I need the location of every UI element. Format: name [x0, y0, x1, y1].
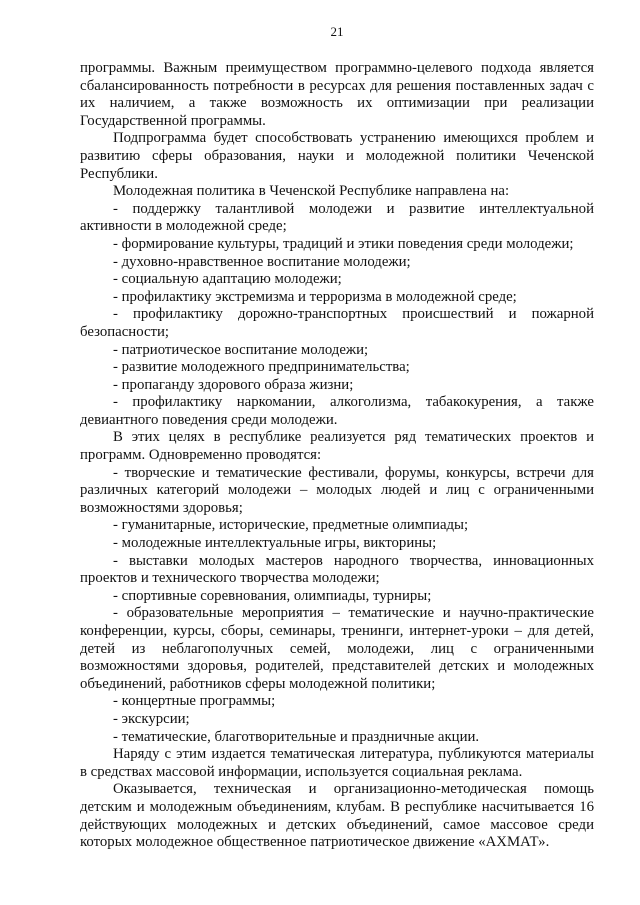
paragraph: - профилактику экстремизма и терроризма в молодежной среде; [113, 288, 517, 305]
page-number: 21 [330, 24, 344, 39]
paragraph: - духовно-нравственное воспитание молодежи; [113, 253, 411, 270]
paragraph: - выставки молодых мастеров народного творчества, инновационных проектов и технического творчества молодежи; [80, 552, 594, 587]
paragraph: - поддержку талантливой молодежи и развитие интеллектуальной активности в молодежной среде; [80, 200, 594, 235]
paragraph: - творческие и тематические фестивали, форумы, конкурсы, встречи для различных категорий молодежи – молодых людей и лиц с ограниченными возможностями здоровья; [80, 464, 594, 516]
paragraph: - патриотическое воспитание молодежи; [113, 341, 369, 358]
paragraph: Молодежная политика в Чеченской Республике направлена на: [113, 183, 510, 200]
paragraph: - молодежные интеллектуальные игры, викторины; [113, 535, 437, 552]
paragraph: - экскурсии; [113, 710, 190, 727]
paragraph: - профилактику дорожно-транспортных происшествий и пожарной безопасности; [80, 306, 594, 340]
paragraph: В этих целях в республике реализуется ряд тематических проектов и программ. Одновременно проводятся: [80, 429, 594, 464]
paragraph: - социальную адаптацию молодежи; [113, 271, 342, 288]
paragraph: программы. Важным преимуществом программно-целевого подхода является сбалансированность потребности в ресурсах для решения поставленных задач с их наличием, а также возможность их оптимизации при реализации Государственной программы. [80, 60, 594, 129]
paragraph: - спортивные соревнования, олимпиады, турниры; [113, 587, 432, 604]
paragraph: - развитие молодежного предпринимательства; [113, 359, 410, 376]
paragraph: Оказывается, техническая и организационно-методическая помощь детским и молодежным объединениям, клубам. В республике насчитывается 16 действующих молодежных и детских объединений, самое массовое среди которых молодежное общественное патриотическое движение «АХМАТ». [80, 781, 594, 851]
document-body [80, 60, 594, 852]
paragraph: - профилактику наркомании, алкоголизма, табакокурения, а также девиантного поведения среди молодежи. [80, 394, 594, 428]
document-page [80, 24, 594, 852]
paragraph: - пропаганду здорового образа жизни; [113, 376, 354, 393]
paragraph: Подпрограмма будет способствовать устранению имеющихся проблем и развитию сферы образования, науки и молодежной политики Чеченской Республики. [80, 130, 594, 182]
paragraph: - тематические, благотворительные и праздничные акции. [113, 728, 480, 745]
paragraph: Наряду с этим издается тематическая литература, публикуются материалы в средствах массовой информации, используется социальная реклама. [80, 746, 594, 780]
paragraph: - формирование культуры, традиций и этики поведения среди молодежи; [113, 235, 574, 252]
paragraph: - образовательные мероприятия – тематические и научно-практические конференции, курсы, сборы, семинары, тренинги, интернет-уроки – для детей, детей из неблагополучных семей, молодежи, лиц с ограниченными возможностями здоровья, родителей, представителей детских и молодежных объединений, работников сферы молодежной политики; [80, 605, 594, 692]
paragraph: - гуманитарные, исторические, предметные олимпиады; [113, 517, 469, 534]
paragraph: - концертные программы; [113, 693, 276, 710]
